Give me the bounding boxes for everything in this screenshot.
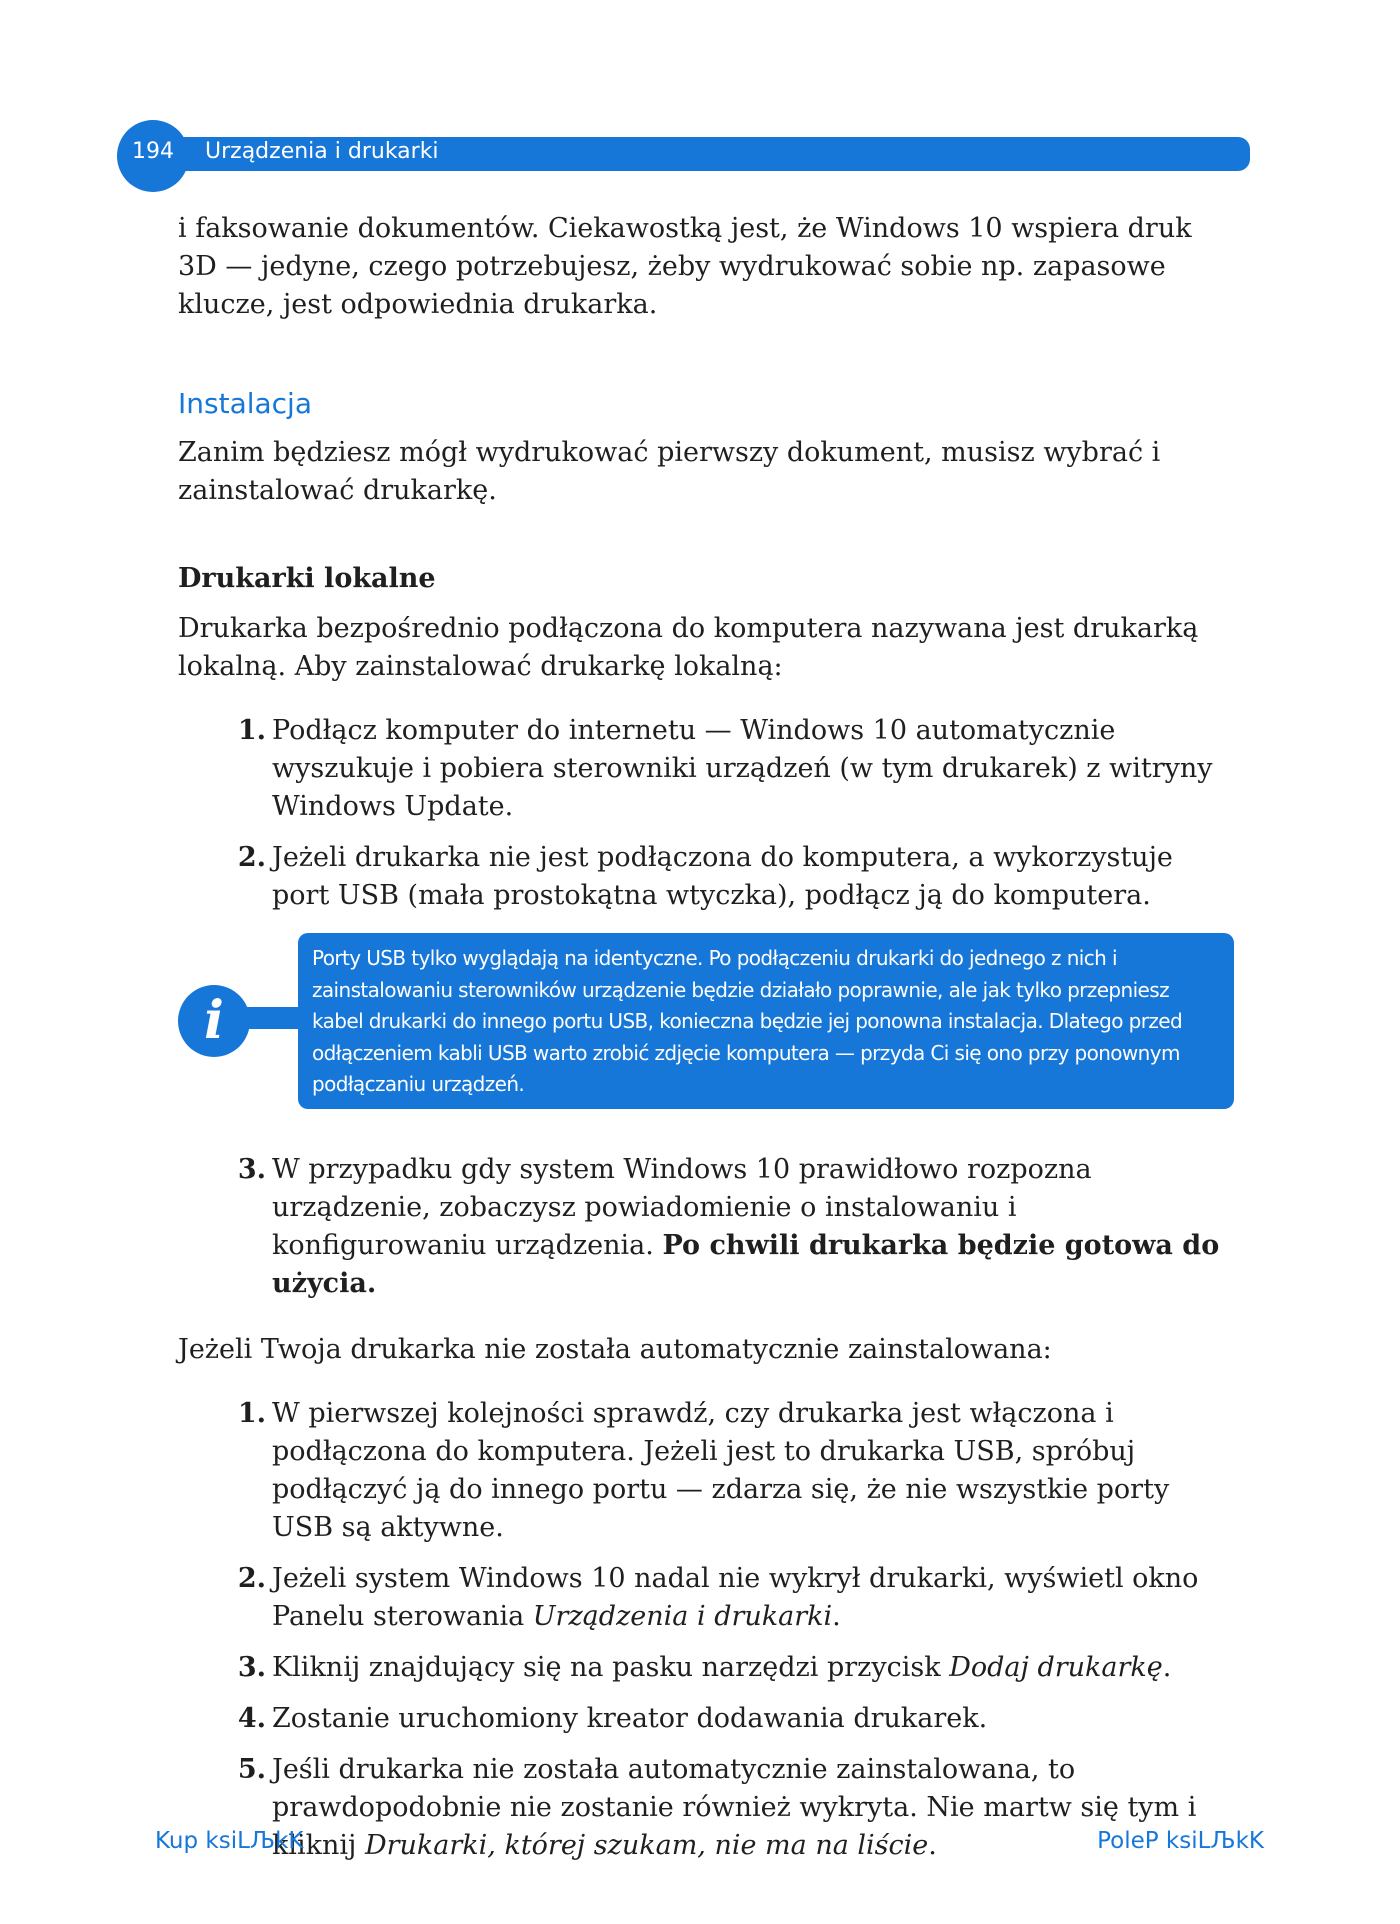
list-text: Kliknij znajdujący się na pasku narzędzi przycisk (272, 1652, 950, 1683)
list-item (178, 1700, 1238, 1738)
list-number: 1. (237, 1398, 266, 1429)
list-number: 2. (237, 1563, 266, 1594)
list-text-italic: Dodaj drukarkę (949, 1652, 1163, 1683)
list-text-bold: Po chwili drukarka będzie gotowa do użycia. (272, 1230, 1220, 1299)
info-icon: i (178, 985, 250, 1057)
info-callout (178, 933, 1238, 1113)
page-content (178, 210, 1238, 1878)
list-number: 5. (237, 1754, 266, 1785)
footer-recommend-link[interactable]: PoleP ksiLЉkK (1097, 1828, 1264, 1854)
list-item (178, 1649, 1238, 1687)
list-text: Jeśli drukarka nie została automatycznie zainstalowana, to prawdopodobnie nie zostanie również wykryta. Nie martw się tym i kliknij (272, 1754, 1197, 1861)
list-text-end: . (928, 1830, 937, 1861)
list-item (178, 712, 1238, 826)
page-number: 194 (132, 139, 174, 164)
list-text-italic: Urządzenia i drukarki (532, 1601, 833, 1632)
footer-buy-link[interactable]: Kup ksiLЉkK (155, 1828, 304, 1854)
list-text-end: . (1162, 1652, 1172, 1683)
list-number: 2. (237, 842, 266, 873)
not-installed-paragraph: Jeżeli Twoja drukarka nie została automatycznie zainstalowana: (178, 1334, 1052, 1365)
list-number: 3. (237, 1652, 266, 1683)
list-item (178, 839, 1238, 915)
list-text: Zostanie uruchomiony kreator dodawania drukarek. (272, 1703, 988, 1734)
local-steps-list (178, 712, 1238, 915)
manual-steps-list (178, 1395, 1238, 1865)
list-item (178, 1151, 1238, 1303)
list-text: Podłącz komputer do internetu — Windows 10 automatycznie wyszukuje i pobiera sterowniki urządzeń (w tym drukarek) z witryny Windows Update. (272, 715, 1213, 822)
list-number: 4. (237, 1703, 266, 1734)
list-text: Jeżeli system Windows 10 nadal nie wykrył drukarki, wyświetl okno Panelu sterowania (272, 1563, 1199, 1632)
list-text-italic: Drukarki, której szukam, nie ma na liście (364, 1830, 929, 1861)
subsection-heading: Drukarki lokalne (178, 563, 436, 594)
section-paragraph: Zanim będziesz mógł wydrukować pierwszy dokument, musisz wybrać i zainstalować drukarkę. (178, 437, 1161, 506)
subsection-paragraph: Drukarka bezpośrednio podłączona do komputera nazywana jest drukarką lokalną. Aby zainstalować drukarkę lokalną: (178, 613, 1199, 682)
chapter-title: Urządzenia i drukarki (205, 139, 439, 164)
list-text-end: . (832, 1601, 841, 1632)
list-text: W pierwszej kolejności sprawdź, czy drukarka jest włączona i podłączona do komputera. Jeżeli jest to drukarka USB, spróbuj podłączyć ją do innego portu — zdarza się, że nie wszystkie porty USB są aktywne. (272, 1398, 1170, 1543)
info-text: Porty USB tylko wyglądają na identyczne. Po podłączeniu drukarki do jednego z nich i zainstalowaniu sterowników urządzenie będzie działało poprawnie, ale jak tylko przepniesz kabel drukarki do innego portu USB, konieczna będzie jej ponowna instalacja. Dlatego przed odłączeniem kabli USB warto zrobić zdjęcie komputera — przyda Ci się ono przy ponownym podłączaniu urządzeń. (312, 946, 1183, 1096)
list-text: Jeżeli drukarka nie jest podłączona do komputera, a wykorzystuje port USB (mała prostokątna wtyczka), podłącz ją do komputera. (272, 842, 1173, 911)
list-item (178, 1560, 1238, 1636)
intro-paragraph: i faksowanie dokumentów. Ciekawostką jest, że Windows 10 wspiera druk 3D — jedyne, czego potrzebujesz, żeby wydrukować sobie np. zapasowe klucze, jest odpowiednia drukarka. (178, 213, 1192, 320)
section-heading: Instalacja (178, 387, 312, 420)
list-text: W przypadku gdy system Windows 10 prawidłowo rozpozna urządzenie, zobaczysz powiadomienie o instalowaniu i konfigurowaniu urządzenia. (272, 1154, 1092, 1261)
list-item (178, 1395, 1238, 1547)
list-number: 3. (237, 1154, 266, 1185)
step-three-list (178, 1151, 1238, 1303)
list-item (178, 1751, 1238, 1865)
list-number: 1. (237, 715, 266, 746)
